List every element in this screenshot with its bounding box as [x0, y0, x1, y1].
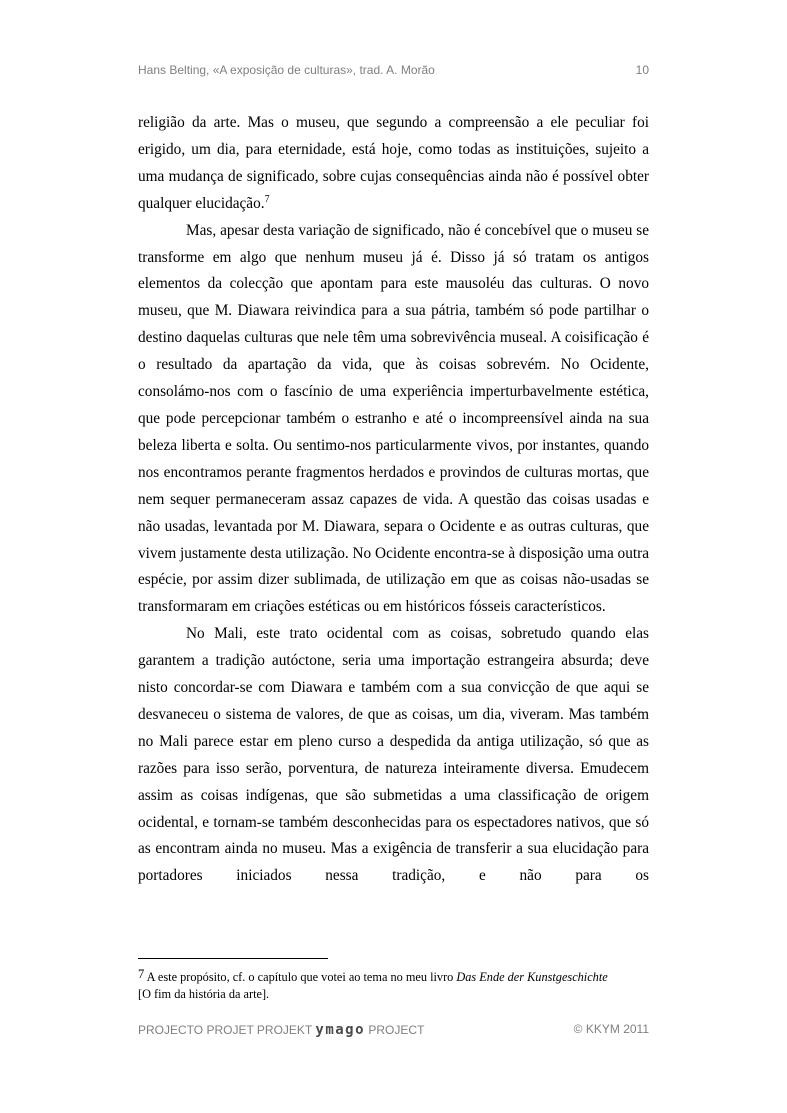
footer-project-line — [138, 1022, 424, 1038]
paragraph-1 — [138, 110, 649, 218]
running-title: Hans Belting, «A exposição de culturas», trad. A. Morão — [138, 63, 435, 77]
footnote-translation: [O fim da história da arte]. — [138, 987, 270, 1001]
footer-copyright: © KKYM 2011 — [573, 1022, 649, 1036]
body-text — [138, 110, 649, 890]
paragraph-2: Mas, apesar desta variação de significado, não é concebível que o museu se transforme em algo que nenhum museu já é. Disso já só tratam os antigos elementos da colecção que apontam para este mausoléu das culturas. O novo museu, que M. Diawara reivindica para a sua pátria, também só pode partilhar o destino daquelas culturas que nele têm uma sobrevivência museal. A coisificação é o resultado da apartação da vida, que às coisas sobrevém. No Ocidente, consolámo-nos com o fascínio de uma experiência imperturbavelmente estética, que pode percepcionar também o estranho e até o incompreensível ainda na sua beleza liberta e solta. Ou sentimo-nos particularmente vivos, por instantes, quando nos encontramos perante fragmentos herdados e provindos de culturas mortas, que nem sequer permaneceram assaz capazes de vida. A questão das coisas usadas e não usadas, levantada por M. Diawara, separa o Ocidente e as outras culturas, que vivem justamente desta utilização. No Ocidente encontra-se à disposição uma outra espécie, por assim dizer sublimada, de utilização em que as coisas não-usadas se transformaram em criações estéticas ou em históricos fósseis característicos. — [138, 221, 649, 616]
paragraph-1-text: religião da arte. Mas o museu, que segundo a compreensão a ele peculiar foi erigido, um dia, para eternidade, está hoje, como todas as instituições, sujeito a uma mudança de significado, sobre cujas consequências ainda não é possível obter qualquer elucidação. — [138, 114, 649, 212]
footnote-book-title: Das Ende der Kunstgeschichte — [456, 970, 608, 984]
footnote-text: A este propósito, cf. o capítulo que votei ao tema no meu livro — [146, 970, 454, 984]
footer-project-text: PROJECTO PROJET PROJEKT — [138, 1023, 313, 1037]
footnote-separator — [138, 958, 328, 959]
footnote — [138, 966, 649, 1003]
footer-project-suffix: PROJECT — [368, 1023, 425, 1037]
page-number: 10 — [635, 63, 649, 77]
footnote-number: 7 — [138, 967, 145, 981]
footnote-reference[interactable]: 7 — [264, 193, 270, 205]
ymago-logo: ymago — [315, 1022, 366, 1038]
paragraph-3: No Mali, este trato ocidental com as coisas, sobretudo quando elas garantem a tradição autóctone, seria uma importação estrangeira absurda; deve nisto concordar-se com Diawara e também com a sua convicção de que aqui se desvaneceu o sistema de valores, de que as coisas, um dia, viveram. Mas também no Mali parece estar em pleno curso a despedida da antiga utilização, só que as razões para isso serão, porventura, de natureza inteiramente diversa. Emudecem assim as coisas indígenas, que são submetidas a uma classificação de origem ocidental, e tornam-se também desconhecidas para os espectadores nativos, que só as encontram ainda no museu. Mas a exigência de transferir a sua elucidação para portadores iniciados nessa tradição, e não para os — [138, 625, 649, 885]
